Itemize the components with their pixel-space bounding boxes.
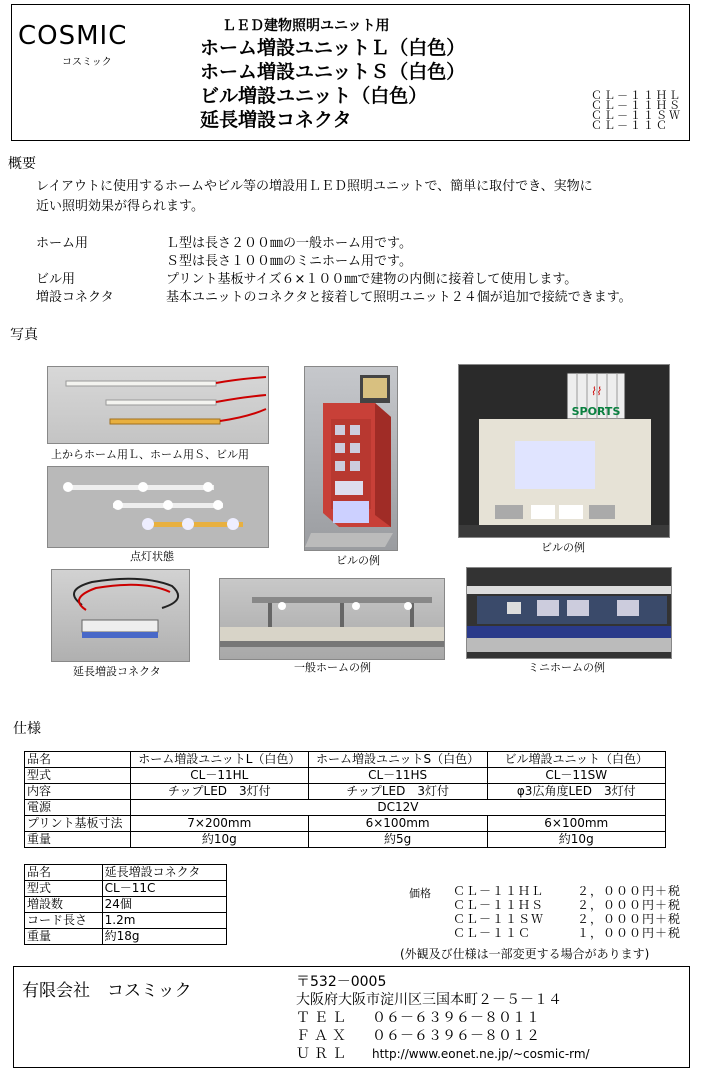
- photo-led-strips: [47, 366, 269, 444]
- photo-mini-platform: [466, 567, 672, 659]
- table-row: [25, 913, 227, 929]
- url-label: ＵＲＬ: [296, 1046, 350, 1062]
- spec-label: 増設数: [25, 897, 103, 913]
- spec-cell: 24個: [102, 897, 226, 913]
- table-row: [25, 881, 227, 897]
- title-line-3: ビル増設ユニット（白色）: [200, 85, 428, 107]
- spec-cell: 約18g: [102, 929, 226, 945]
- url-row: [296, 1045, 590, 1063]
- price-value: ２，０００円＋税: [577, 898, 682, 912]
- spec-label: 内容: [25, 784, 131, 800]
- spec-cell: 1.2m: [102, 913, 226, 929]
- spec-table: [24, 751, 666, 848]
- product-subtitle: ＬＥＤ建物照明ユニット用: [222, 18, 390, 34]
- overview-heading: 概要: [8, 156, 36, 172]
- spec-cell: ビル増設ユニット（白色）: [487, 752, 666, 768]
- fax-label: ＦＡＸ: [296, 1028, 350, 1044]
- price-code: ＣＬ－１１ＳＷ: [453, 912, 545, 926]
- overview-line-2: 近い照明効果が得られます。: [36, 199, 204, 214]
- spec-cell: 6×100mm: [487, 816, 666, 832]
- table-row: [25, 768, 666, 784]
- model-code: ＣＬ－１１ＳＷ: [591, 109, 682, 122]
- cosmic-logo: [18, 21, 138, 71]
- spec-cell: CL－11HS: [308, 768, 487, 784]
- website-link[interactable]: http://www.eonet.ne.jp/~cosmic-rm/: [372, 1047, 590, 1061]
- connector-spec-table: [24, 864, 227, 945]
- overview-line-1: レイアウトに使用するホームやビル等の増設用ＬＥＤ照明ユニットで、簡単に取付でき、実物に: [36, 179, 593, 194]
- item-label-building: ビル用: [36, 272, 76, 287]
- item-text-connector: 基本ユニットのコネクタと接着して照明ユニット２４個が追加で接続できます。: [166, 290, 632, 305]
- caption-platform: 一般ホームの例: [294, 661, 371, 674]
- photo-lit-state: [47, 466, 269, 548]
- caption-strips: 上からホーム用Ｌ、ホーム用Ｓ、ビル用: [51, 448, 249, 461]
- spec-label: 電源: [25, 800, 131, 816]
- spec-label: プリント基板寸法: [25, 816, 131, 832]
- caption-building-1: ビルの例: [336, 554, 380, 567]
- led-strips-illustration: [48, 367, 268, 443]
- spec-cell: CL－11C: [102, 881, 226, 897]
- spec-cell: φ3広角度LED 3灯付: [487, 784, 666, 800]
- spec-label: 品名: [25, 752, 131, 768]
- fax-number: ０６－６３９６－８０１２: [372, 1028, 540, 1044]
- svg-text:⌇⌇: ⌇⌇: [590, 385, 602, 398]
- spec-cell: 延長増設コネクタ: [102, 865, 226, 881]
- photo-building-2: [458, 364, 670, 538]
- spec-heading: 仕様: [13, 721, 41, 737]
- company-name: 有限会社 コスミック: [22, 981, 192, 1001]
- photo-platform: [219, 578, 445, 660]
- sports-sign-text: SPORTS: [571, 405, 621, 418]
- caption-mini-platform: ミニホームの例: [528, 661, 605, 674]
- contact-block: [296, 973, 590, 1063]
- photo-building-1: [304, 366, 398, 551]
- spec-label: 型式: [25, 768, 131, 784]
- item-label-home: ホーム用: [36, 236, 89, 251]
- lit-strips-illustration: [48, 467, 268, 547]
- spec-cell: 約10g: [130, 832, 308, 848]
- spec-cell: 7×200mm: [130, 816, 308, 832]
- tel-label: ＴＥＬ: [296, 1010, 350, 1026]
- table-row: [25, 929, 227, 945]
- model-codes: [591, 91, 682, 131]
- spec-cell: 約5g: [308, 832, 487, 848]
- price-row: [453, 926, 681, 940]
- tel-number: ０６－６３９６－８０１１: [372, 1010, 540, 1026]
- sports-building-illustration: [459, 365, 669, 537]
- table-row: [25, 865, 227, 881]
- item-text-home-s: Ｓ型は長さ１００㎜のミニホーム用です。: [166, 254, 412, 269]
- footer-box: [13, 966, 690, 1068]
- spec-cell: 約10g: [487, 832, 666, 848]
- spec-cell: ホーム増設ユニットL（白色）: [130, 752, 308, 768]
- price-list: [453, 884, 681, 940]
- table-row: [25, 800, 666, 816]
- price-code: ＣＬ－１１Ｃ: [453, 926, 532, 940]
- connector-illustration: [52, 570, 189, 661]
- tel-row: [296, 1009, 590, 1027]
- spec-cell: CL－11SW: [487, 768, 666, 784]
- price-value: １，０００円＋税: [577, 926, 682, 940]
- spec-label: 重量: [25, 832, 131, 848]
- spec-cell: DC12V: [130, 800, 665, 816]
- price-code: ＣＬ－１１ＨＬ: [453, 884, 545, 898]
- item-text-building: プリント基板サイズ６×１００㎜で建物の内側に接着して使用します。: [166, 272, 578, 287]
- price-code: ＣＬ－１１ＨＳ: [453, 898, 545, 912]
- spec-label: 型式: [25, 881, 103, 897]
- price-row: [453, 898, 681, 912]
- logo-subtext: コスミック: [62, 57, 112, 68]
- fax-row: [296, 1027, 590, 1045]
- table-row: [25, 752, 666, 768]
- mini-platform-illustration: [467, 568, 671, 658]
- table-row: [25, 832, 666, 848]
- spec-change-note: (外観及び仕様は一部変更する場合があります): [400, 947, 650, 961]
- photo-connector: [51, 569, 190, 662]
- table-row: [25, 784, 666, 800]
- model-code: ＣＬ－１１ＨＬ: [591, 89, 682, 102]
- spec-cell: ホーム増設ユニットS（白色）: [308, 752, 487, 768]
- spec-label: コード長さ: [25, 913, 103, 929]
- title-line-2: ホーム増設ユニットＳ（白色）: [200, 61, 466, 83]
- spec-cell: 6×100mm: [308, 816, 487, 832]
- spec-label: 品名: [25, 865, 103, 881]
- logo-text: COSMIC: [18, 21, 128, 51]
- item-label-connector: 増設コネクタ: [36, 290, 114, 305]
- spec-cell: チップLED 3灯付: [130, 784, 308, 800]
- caption-lit: 点灯状態: [130, 550, 174, 563]
- price-label: 価格: [409, 887, 431, 900]
- photos-heading: 写真: [10, 327, 38, 343]
- table-row: [25, 897, 227, 913]
- table-row: [25, 816, 666, 832]
- red-building-illustration: [305, 367, 397, 550]
- header-box: [11, 4, 690, 141]
- title-line-4: 延長増設コネクタ: [200, 109, 352, 131]
- price-value: ２，０００円＋税: [577, 884, 682, 898]
- caption-building-2: ビルの例: [541, 541, 585, 554]
- price-row: [453, 884, 681, 898]
- model-code: ＣＬ－１１ＨＳ: [591, 99, 682, 112]
- zip-code: 〒532－0005: [296, 974, 387, 990]
- platform-illustration: [220, 579, 444, 659]
- model-code: ＣＬ－１１Ｃ: [591, 119, 669, 132]
- address: 大阪府大阪市淀川区三国本町２－５－１４: [296, 992, 562, 1008]
- spec-cell: チップLED 3灯付: [308, 784, 487, 800]
- caption-connector: 延長増設コネクタ: [73, 665, 161, 678]
- price-value: ２，０００円＋税: [577, 912, 682, 926]
- item-text-home-l: Ｌ型は長さ２００㎜の一般ホーム用です。: [166, 236, 412, 251]
- price-row: [453, 912, 681, 926]
- spec-cell: CL－11HL: [130, 768, 308, 784]
- spec-label: 重量: [25, 929, 103, 945]
- title-line-1: ホーム増設ユニットＬ（白色）: [200, 37, 466, 59]
